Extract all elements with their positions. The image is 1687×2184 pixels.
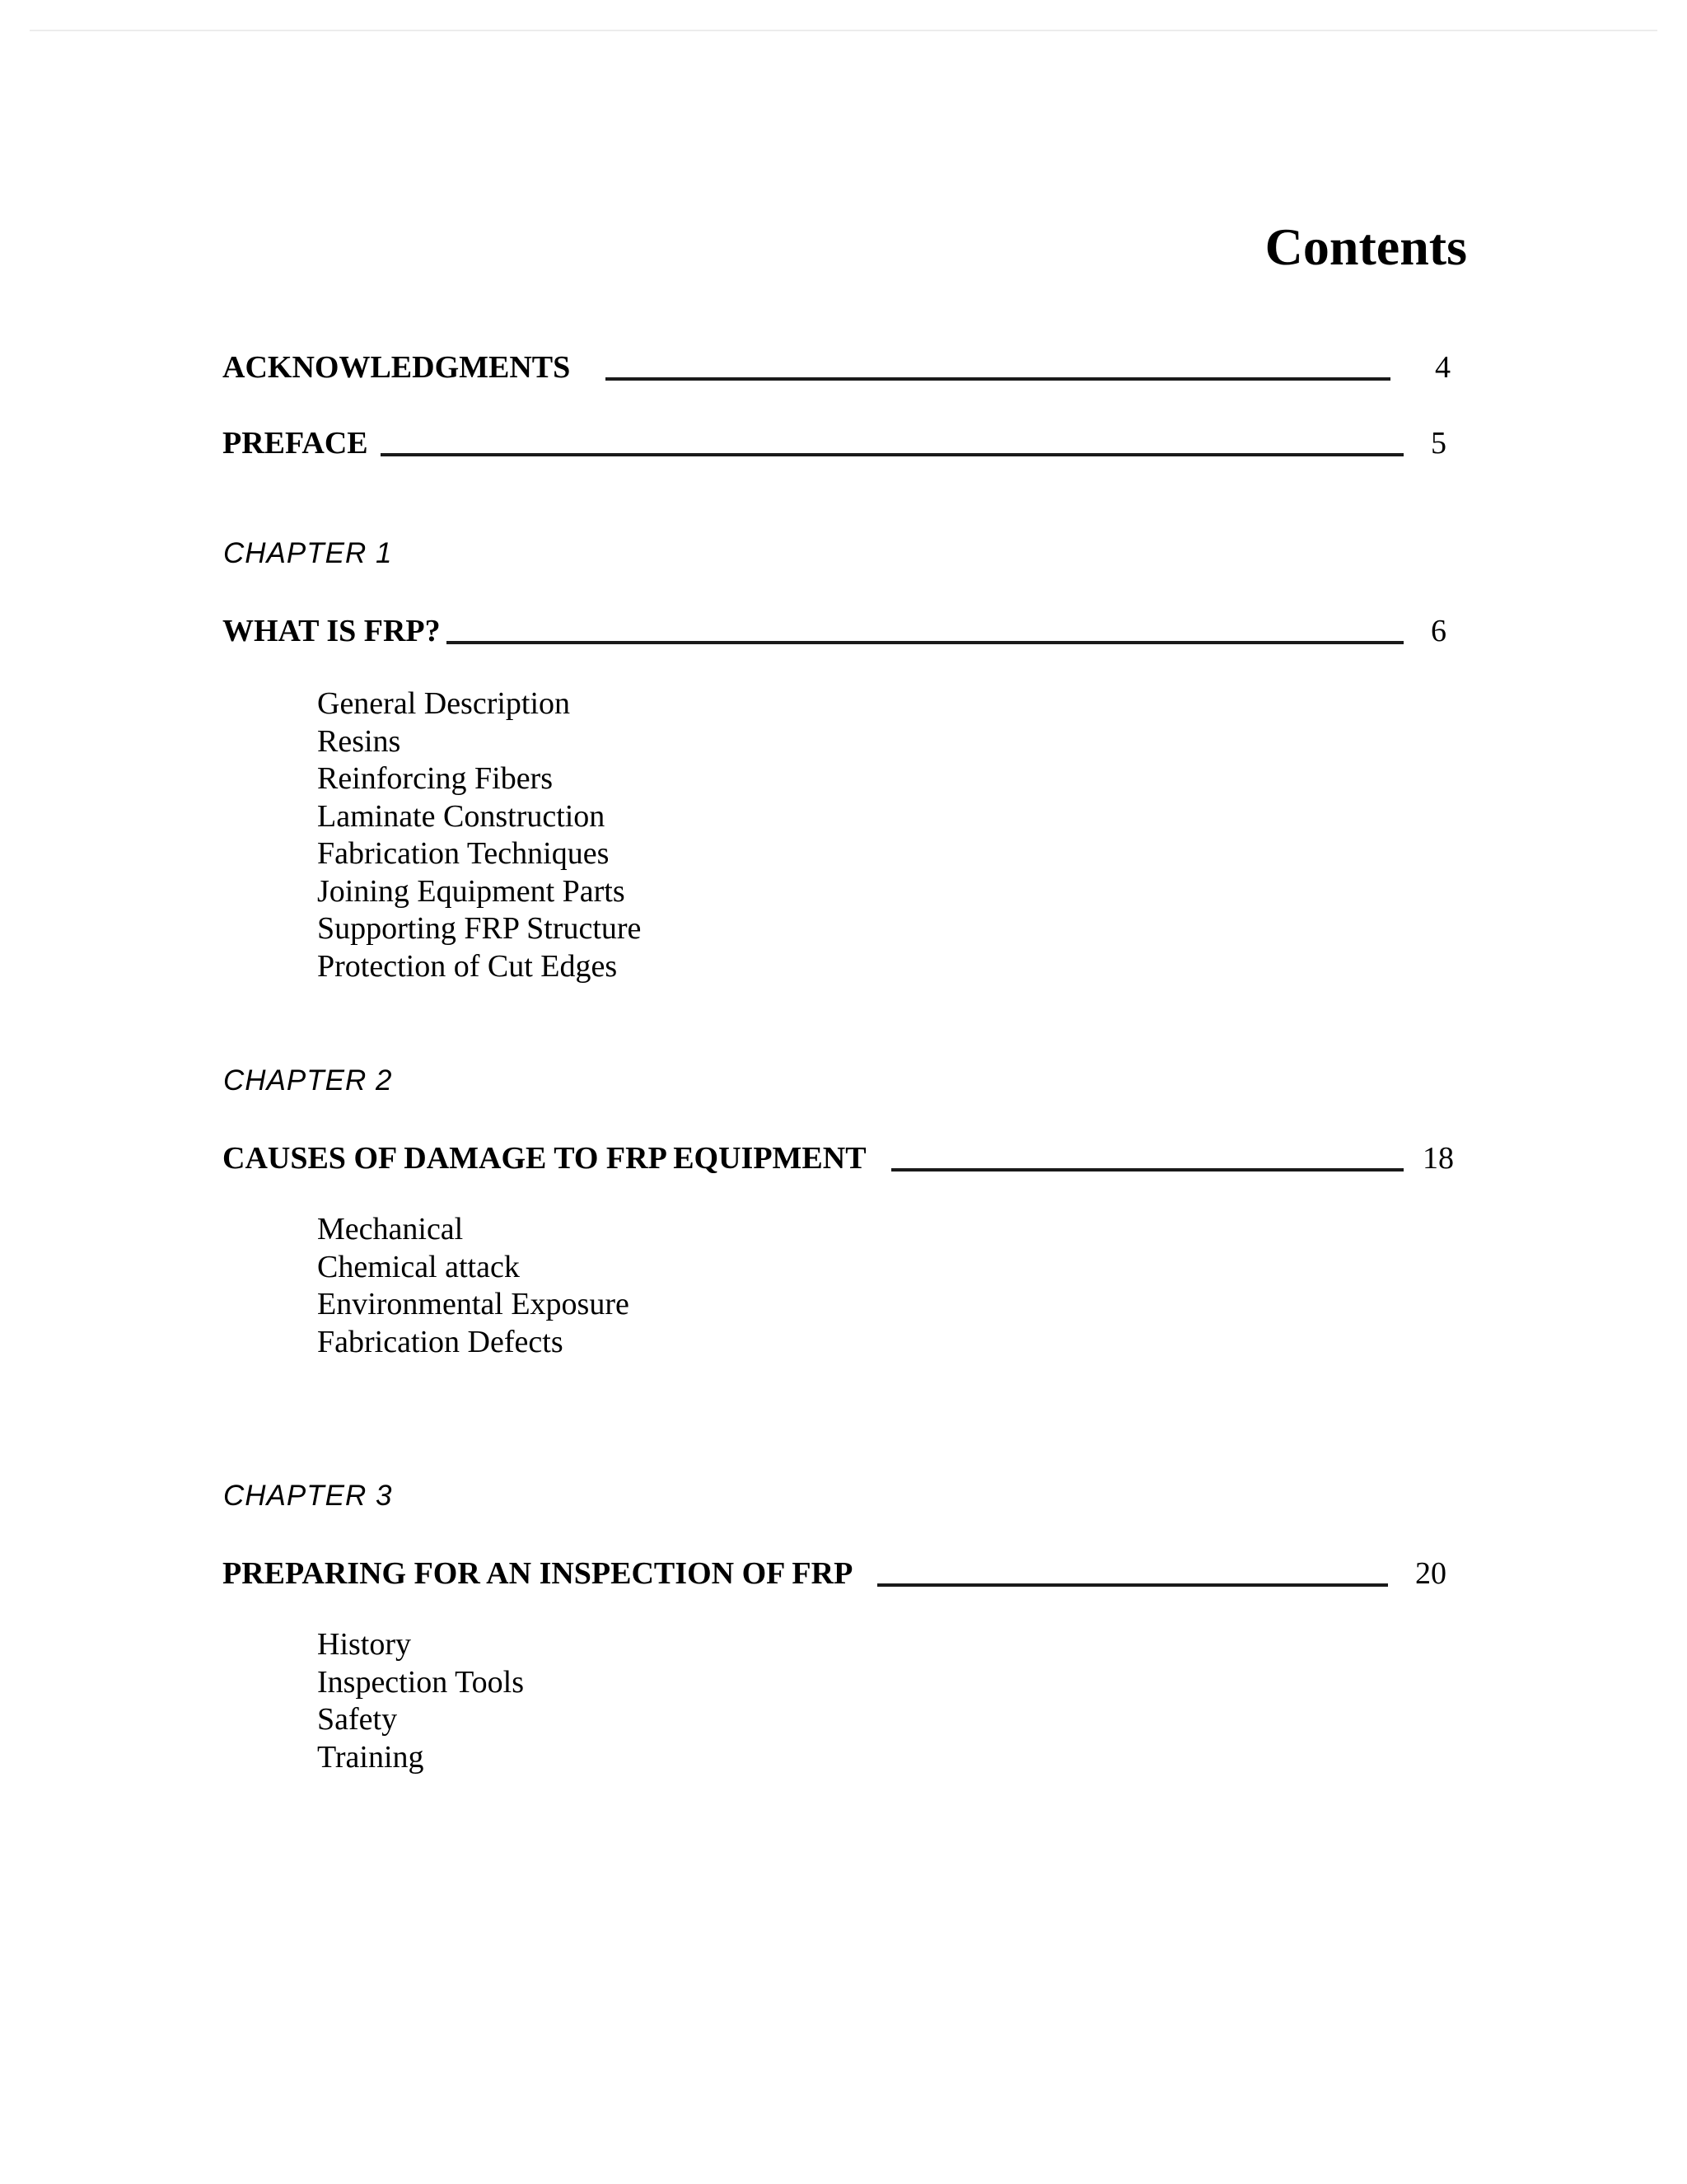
topic-item: Safety <box>317 1702 398 1737</box>
toc-entry-chapter-1[interactable] <box>222 610 1450 652</box>
topic-item: Reinforcing Fibers <box>317 761 554 796</box>
topic-item: Resins <box>317 723 401 759</box>
toc-entry-chapter-3[interactable] <box>222 1552 1450 1595</box>
page-title: Contents <box>1264 217 1467 276</box>
toc-page-number: 18 <box>1423 1141 1454 1176</box>
chapter-2-topics <box>317 1211 629 1361</box>
topic-item: Mechanical <box>317 1212 464 1246</box>
toc-page-number: 20 <box>1415 1556 1446 1591</box>
topic-item: Training <box>317 1739 424 1775</box>
leader-line <box>381 453 1404 456</box>
topic-item: Environmental Exposure <box>317 1287 629 1321</box>
toc-entry-label: PREFACE <box>222 426 368 461</box>
topic-item: Fabrication Techniques <box>317 836 610 871</box>
topic-item: Laminate Construction <box>317 798 605 834</box>
chapter-1-topics <box>317 685 641 985</box>
topic-item: General Description <box>317 686 571 721</box>
topic-item: Supporting FRP Structure <box>317 911 642 946</box>
chapter-heading-2: CHAPTER 2 <box>223 1064 393 1097</box>
leader-line <box>877 1583 1388 1587</box>
topic-item: Inspection Tools <box>317 1664 525 1700</box>
toc-page-number: 4 <box>1435 350 1451 385</box>
topic-item: Chemical attack <box>317 1249 520 1284</box>
toc-entry-chapter-2[interactable] <box>222 1137 1454 1180</box>
chapter-3-topics <box>317 1626 524 1776</box>
topic-item: History <box>317 1627 411 1662</box>
toc-entry-label: PREPARING FOR AN INSPECTION OF FRP <box>222 1556 853 1591</box>
topic-item: Fabrication Defects <box>317 1324 563 1359</box>
leader-line <box>605 377 1390 381</box>
toc-page-number: 6 <box>1431 614 1446 648</box>
leader-line <box>891 1168 1404 1172</box>
page-top-rule <box>30 30 1657 31</box>
chapter-heading-1: CHAPTER 1 <box>223 537 393 569</box>
topic-item: Joining Equipment Parts <box>317 873 625 909</box>
topic-item: Protection of Cut Edges <box>317 948 618 984</box>
toc-entry-label: ACKNOWLEDGMENTS <box>222 350 571 385</box>
chapter-heading-3: CHAPTER 3 <box>223 1480 393 1512</box>
toc-entry-preface[interactable] <box>222 422 1450 465</box>
leader-line <box>446 641 1404 644</box>
toc-entry-label: CAUSES OF DAMAGE TO FRP EQUIPMENT <box>222 1141 867 1176</box>
toc-entry-acknowledgments[interactable] <box>222 346 1450 389</box>
toc-page-number: 5 <box>1431 426 1446 461</box>
toc-entry-label: WHAT IS FRP? <box>222 614 441 648</box>
